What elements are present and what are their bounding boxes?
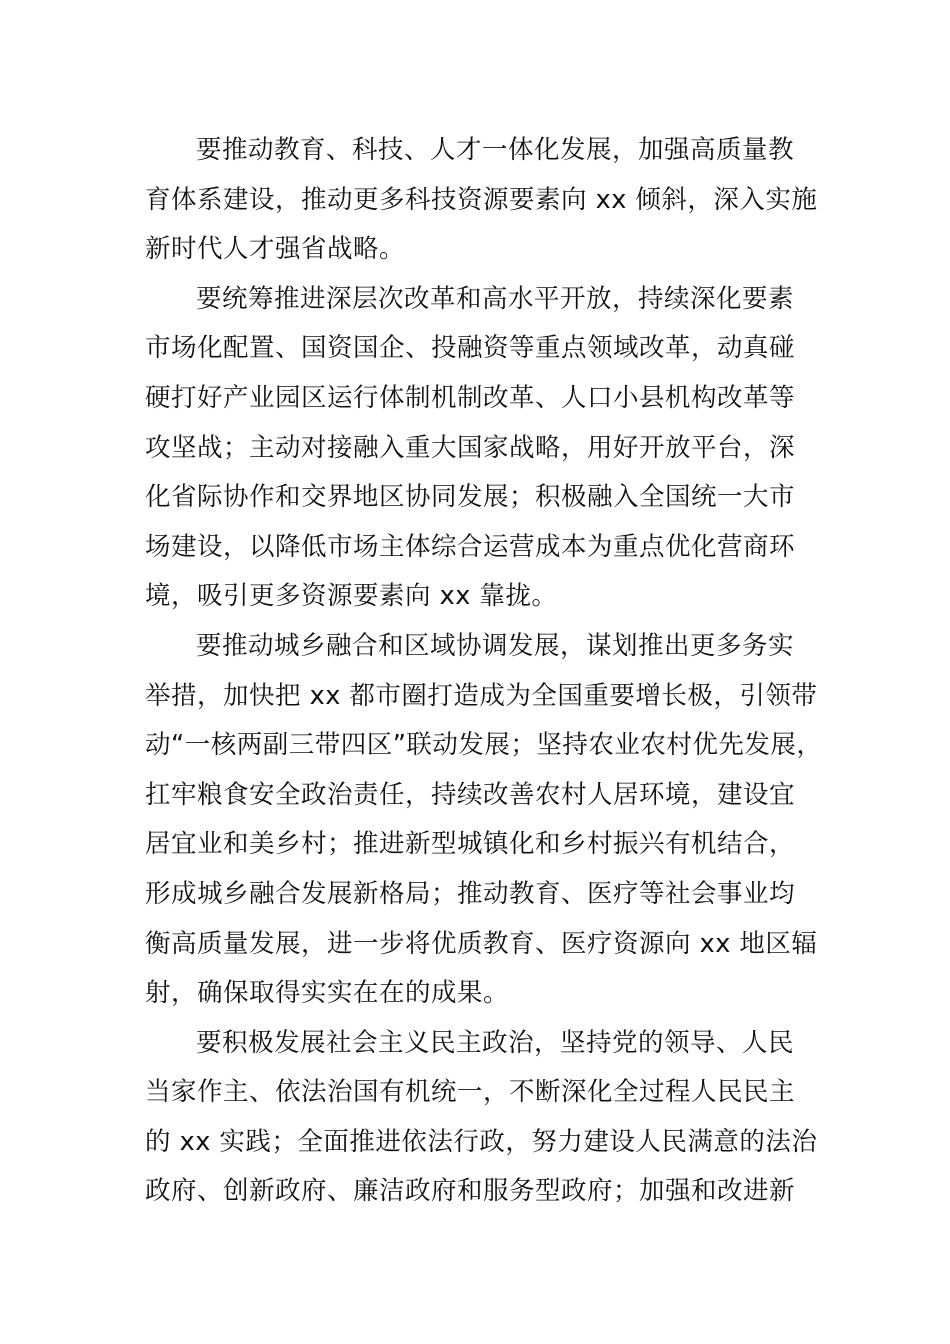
text-line: 场建设，以降低市场主体综合运营成本为重点优化营商环 [145,531,796,562]
text-line: 市场化配置、国资国企、投融资等重点领域改革，动真碰 [145,333,796,364]
text-line: 动“一核两副三带四区”联动发展；坚持农业农村优先发展， [145,730,823,761]
text-line: 攻坚战；主动对接融入重大国家战略，用好开放平台，深 [145,432,796,463]
text-line: 形成城乡融合发展新格局；推动教育、医疗等社会事业均 [145,878,796,909]
text-line: 境，吸引更多资源要素向 xx 靠拢。 [145,581,558,612]
text-line: 要推动城乡融合和区域协调发展，谋划推出更多务实 [196,630,795,661]
text-line: 要推动教育、科技、人才一体化发展，加强高质量教 [196,135,795,165]
text-line: 举措，加快把 xx 都市圈打造成为全国重要增长极，引领带 [145,680,818,711]
text-line: 硬打好产业园区运行体制机制改革、人口小县机构改革等 [145,382,796,413]
paragraph-reform [145,275,805,622]
text-line: 新时代人才强省战略。 [145,234,406,265]
text-line: 化省际协作和交界地区协同发展；积极融入全国统一大市 [145,482,796,513]
paragraph-education [145,126,818,275]
document-body [145,126,823,1217]
text-line: 居宜业和美乡村；推进新型城镇化和乡村振兴有机结合， [145,829,796,860]
text-line: 育体系建设，推动更多科技资源要素向 xx 倾斜，深入实施 [145,184,818,215]
paragraph-urban-rural [145,622,823,1019]
paragraph-democracy [145,1019,818,1217]
text-line: 的 xx 实践；全面推进依法行政，努力建设人民满意的法治 [145,1126,818,1157]
text-line: 要统筹推进深层次改革和高水平开放，持续深化要素 [196,283,795,314]
text-line: 扛牢粮食安全政治责任，持续改善农村人居环境，建设宜 [145,779,796,810]
text-line: 政府、创新政府、廉洁政府和服务型政府；加强和改进新 [145,1176,796,1207]
text-line: 衡高质量发展，进一步将优质教育、医疗资源向 xx 地区辐 [145,928,818,959]
text-line: 要积极发展社会主义民主政治，坚持党的领导、人民 [196,1027,795,1058]
text-line: 射，确保取得实实在在的成果。 [145,978,510,1009]
text-line: 当家作主、依法治国有机统一，不断深化全过程人民民主 [145,1077,796,1108]
